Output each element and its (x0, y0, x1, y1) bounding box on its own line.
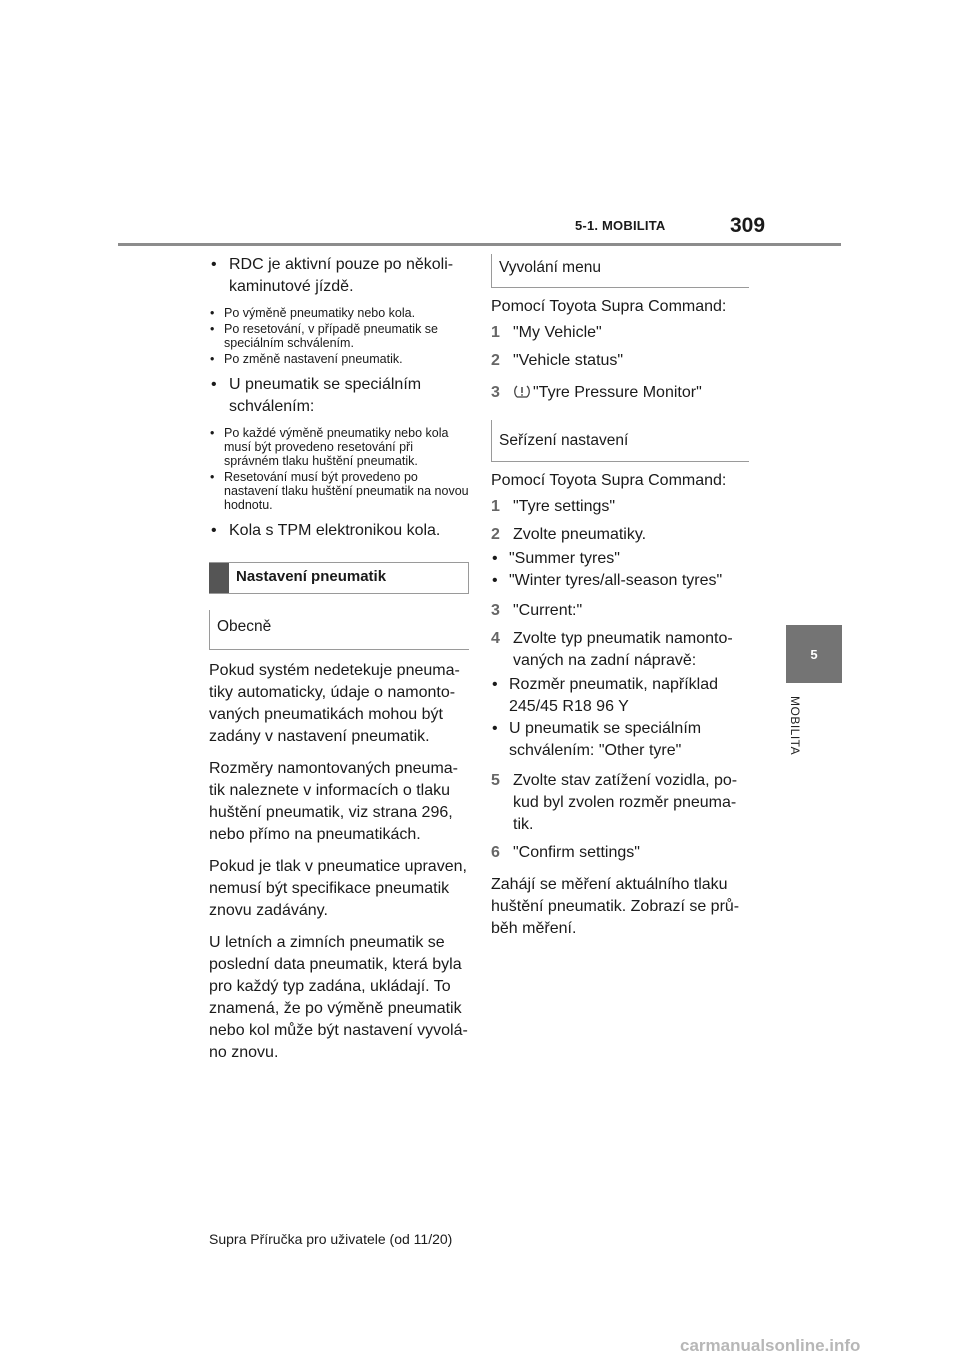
subsection-heading: Seřízení nastavení (491, 420, 749, 462)
step-item: 2 Zvolte pneumatiky. (491, 526, 647, 543)
chapter-label: MOBILITA (788, 696, 802, 756)
header-divider (118, 243, 841, 246)
tyre-pressure-warning-icon (513, 384, 531, 399)
heading-text: Nastavení pneumatik (236, 568, 387, 585)
watermark: carmanualsonline.info (680, 1336, 861, 1355)
subsection-heading: Obecně (209, 610, 469, 650)
list-item: • "Summer tyres" (491, 548, 751, 570)
heading-bar (209, 563, 229, 593)
step-item: 4 Zvolte typ pneumatik namonto-vaných na zadní nápravě: (491, 630, 733, 669)
section-heading (209, 562, 469, 594)
footer-text: Supra Příručka pro uživatele (od 11/20) (209, 1231, 453, 1247)
subsection-heading: Vyvolání menu (491, 254, 749, 288)
step-item: 6 "Confirm settings" (491, 844, 640, 861)
section-title: 5-1. MOBILITA (575, 218, 666, 233)
paragraph: Pokud je tlak v pneumatice upraven, nemusí být specifikace pneumatik znovu zadávány. (209, 858, 467, 919)
list-item: • Po resetování, v případě pneumatik se speciálním schválením. (209, 322, 469, 350)
step-item: 2 "Vehicle status" (491, 352, 624, 369)
list-item: • Kola s TPM elektronikou kola. (209, 520, 469, 542)
paragraph: Rozměry namontovaných pneuma-tik naleznete v informacích o tlaku huštění pneumatik, viz strana 296, nebo přímo na pneumatikách. (209, 760, 459, 843)
step-item: 3 "Tyre Pressure Monitor" (491, 384, 702, 401)
list-item: • "Winter tyres/all-season tyres" (491, 570, 751, 592)
paragraph: U letních a zimních pneumatik se poslední data pneumatik, která byla pro každý typ zadána, ukládají. To znamená, že po výměně pneumatik nebo kol může být nastavení vyvolá-no znovu. (209, 934, 468, 1061)
paragraph: Pokud systém nedetekuje pneuma-tiky automaticky, údaje o namonto-vaných pneumatikách mohou být zadány v nastavení pneumatik. (209, 662, 460, 745)
right-column (491, 254, 751, 950)
list-item: • RDC je aktivní pouze po několi-kaminutové jízdě. (209, 254, 469, 298)
list-item: • Po každé výměně pneumatiky nebo kola musí být provedeno resetování při správném tlaku huštění pneumatik. (209, 426, 469, 468)
list-item: • Rozměr pneumatik, například 245/45 R18 96 Y (491, 674, 751, 718)
chapter-tab[interactable] (786, 625, 842, 683)
paragraph: Pomocí Toyota Supra Command: (491, 298, 727, 315)
page-number: 309 (730, 214, 766, 237)
list-item: • U pneumatik se speciálním schválením: (209, 374, 469, 418)
list-item: • Po změně nastavení pneumatik. (209, 352, 469, 366)
list-item: • U pneumatik se speciálním schválením: "Other tyre" (491, 718, 751, 762)
chapter-number: 5 (810, 646, 818, 662)
step-item: 1 "Tyre settings" (491, 498, 616, 515)
list-item: • Resetování musí být provedeno po nastavení tlaku huštění pneumatik na novou hodnotu. (209, 470, 469, 512)
list-item: • Po výměně pneumatiky nebo kola. (209, 306, 469, 320)
left-column (209, 254, 469, 1074)
step-item: 3 "Current:" (491, 602, 583, 619)
step-item: 1 "My Vehicle" (491, 324, 602, 341)
step-item: 5 Zvolte stav zatížení vozidla, po-kud byl zvolen rozměr pneuma-tik. (491, 772, 738, 833)
paragraph: Pomocí Toyota Supra Command: (491, 472, 727, 489)
paragraph: Zahájí se měření aktuálního tlaku huštění pneumatik. Zobrazí se prů-běh měření. (491, 876, 740, 937)
